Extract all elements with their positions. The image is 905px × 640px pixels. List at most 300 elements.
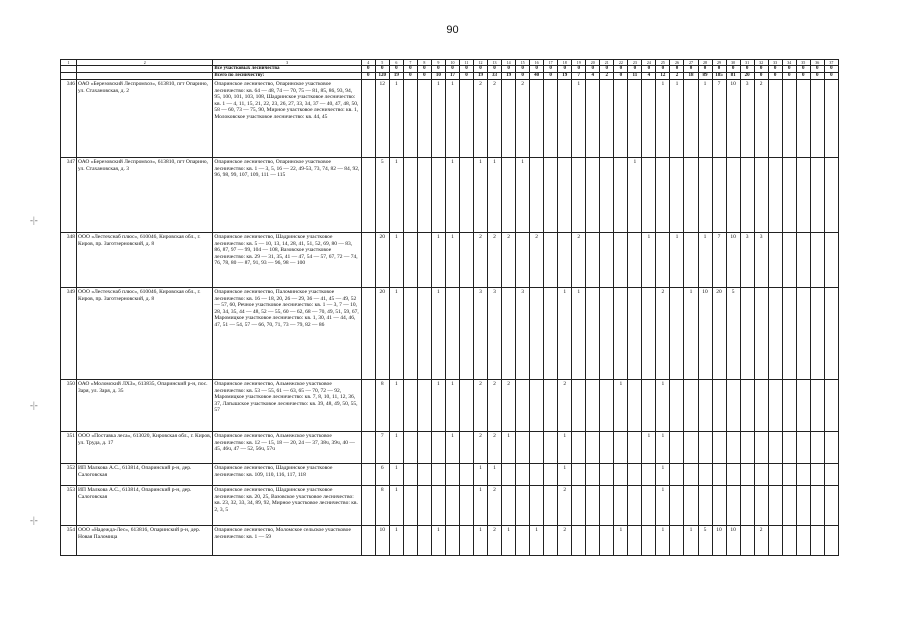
value-cell: [824, 288, 838, 380]
value-cell: [726, 380, 740, 432]
value-cell: 1: [614, 380, 628, 432]
value-cell: 1: [614, 526, 628, 556]
value-cell: 6: [375, 464, 389, 486]
value-cell: [544, 233, 558, 288]
totals-value-cell: 0: [656, 66, 670, 73]
value-cell: [614, 233, 628, 288]
value-cell: [810, 526, 824, 556]
value-cell: [740, 432, 754, 464]
table-row: [61, 526, 839, 556]
value-cell: [558, 233, 572, 288]
value-cell: [417, 80, 431, 158]
value-cell: 3: [488, 288, 502, 380]
value-cell: 1: [572, 80, 586, 158]
column-number-cell: 15: [516, 60, 530, 66]
value-cell: [445, 288, 459, 380]
value-cell: [824, 158, 838, 233]
value-cell: 10: [712, 526, 726, 556]
value-cell: [726, 432, 740, 464]
value-cell: [431, 486, 445, 526]
value-cell: [586, 432, 600, 464]
value-cell: [810, 432, 824, 464]
value-cell: [810, 288, 824, 380]
value-cell: 1: [474, 464, 488, 486]
empty-cell: [61, 66, 77, 73]
value-cell: 7: [375, 432, 389, 464]
value-cell: [502, 158, 516, 233]
value-cell: [600, 380, 614, 432]
value-cell: [796, 486, 810, 526]
value-cell: [810, 233, 824, 288]
value-cell: 1: [389, 486, 403, 526]
row-number: 348: [61, 233, 77, 288]
value-cell: [768, 158, 782, 233]
value-cell: [459, 432, 473, 464]
value-cell: [810, 464, 824, 486]
totals-label: Все участковых лесничества: [213, 66, 361, 73]
totals-value-cell: 81: [726, 73, 740, 80]
totals-value-cell: 0: [488, 66, 502, 73]
value-cell: 2: [754, 526, 768, 556]
value-cell: [670, 486, 684, 526]
value-cell: 2: [502, 380, 516, 432]
value-cell: [628, 432, 642, 464]
value-cell: [782, 486, 796, 526]
value-cell: [572, 486, 586, 526]
value-cell: [403, 288, 417, 380]
value-cell: 1: [445, 158, 459, 233]
value-cell: [417, 464, 431, 486]
value-cell: 2: [488, 526, 502, 556]
row-number: 351: [61, 432, 77, 464]
value-cell: [502, 464, 516, 486]
value-cell: 10: [375, 526, 389, 556]
column-number-cell: 24: [642, 60, 656, 66]
value-cell: [810, 158, 824, 233]
value-cell: [656, 158, 670, 233]
value-cell: [796, 464, 810, 486]
totals-value-cell: 10: [431, 73, 445, 80]
value-cell: 1: [389, 432, 403, 464]
value-cell: 10: [726, 526, 740, 556]
value-cell: [670, 526, 684, 556]
organization-cell: ИП Малкова А.С., 613814, Опаринский р-н, дер. Салоговская: [77, 464, 213, 486]
value-cell: 1: [389, 233, 403, 288]
value-cell: 1: [642, 233, 656, 288]
value-cell: 1: [656, 80, 670, 158]
value-cell: [516, 464, 530, 486]
value-cell: [431, 158, 445, 233]
totals-value-cell: 0: [403, 73, 417, 80]
value-cell: 1: [474, 486, 488, 526]
value-cell: [642, 380, 656, 432]
totals-value-cell: 17: [445, 73, 459, 80]
value-cell: [642, 288, 656, 380]
value-cell: [417, 486, 431, 526]
value-cell: 1: [670, 233, 684, 288]
value-cell: [796, 432, 810, 464]
value-cell: [824, 380, 838, 432]
totals-value-cell: 0: [502, 66, 516, 73]
value-cell: [628, 233, 642, 288]
value-cell: [698, 432, 712, 464]
totals-value-cell: 0: [824, 73, 838, 80]
totals-value-cell: 0: [824, 66, 838, 73]
totals-value-cell: 0: [375, 66, 389, 73]
column-number-cell: 17: [544, 60, 558, 66]
value-cell: [403, 526, 417, 556]
totals-label: Всего по лесничеству:: [213, 73, 361, 80]
value-cell: [544, 526, 558, 556]
value-cell: [796, 288, 810, 380]
value-cell: 1: [431, 526, 445, 556]
value-cell: 1: [656, 526, 670, 556]
value-cell: 1: [389, 80, 403, 158]
value-cell: [740, 464, 754, 486]
value-cell: 20: [375, 233, 389, 288]
value-cell: [670, 158, 684, 233]
value-cell: [670, 288, 684, 380]
column-number-cell: 7: [403, 60, 417, 66]
value-cell: [600, 80, 614, 158]
value-cell: [544, 432, 558, 464]
totals-value-cell: 0: [417, 66, 431, 73]
value-cell: 1: [445, 380, 459, 432]
forest-area-cell: Опаринское лесничество, Моломское сельское участковое лесничество: кв. 1 — 59: [213, 526, 361, 556]
forest-area-cell: Опаринское лесничество, Опаринское участковое лесничество: кв. 1 — 3, 5, 16 — 22, 49-53, 73, 74, 82 — 84, 92, 96, 98, 99, 107, 109, 111 — 115: [213, 158, 361, 233]
value-cell: [782, 380, 796, 432]
value-cell: 2: [488, 233, 502, 288]
value-cell: [824, 486, 838, 526]
value-cell: [810, 380, 824, 432]
value-cell: [361, 80, 375, 158]
value-cell: [768, 380, 782, 432]
totals-value-cell: 0: [431, 66, 445, 73]
value-cell: [544, 288, 558, 380]
organization-cell: ОАО «Моломский ЛХЗ», 613835, Опаринский р-н, пос. Заря, ул. Заря, д. 35: [77, 380, 213, 432]
totals-value-cell: 0: [558, 66, 572, 73]
value-cell: [782, 526, 796, 556]
forest-area-cell: Опаринское лесничество, Паломинское участковое лесничество: кв. 16 — 18, 20, 26 — 29, 36 — 41, 45 — 49, 52 — 57, 60, Речное участковое лесничество: кв. 1 — 3, 7 — 10, 28, 34, 35, 44 — 48, 52 — 55, 60 — 62, 68 — 70, 49, 51, 59, 67, Маромицкое участковое лесничество: кв. 1, 30, 41 — 44, 46, 47, 51 — 54, 57 — 66, 70, 71, 73 — 79, 82 — 86: [213, 288, 361, 380]
value-cell: 10: [726, 80, 740, 158]
column-number-cell: 25: [656, 60, 670, 66]
value-cell: 1: [488, 464, 502, 486]
value-cell: 1: [445, 80, 459, 158]
totals-value-cell: 0: [754, 66, 768, 73]
totals-value-cell: 120: [375, 73, 389, 80]
value-cell: [712, 158, 726, 233]
value-cell: [586, 380, 600, 432]
totals-value-cell: 19: [502, 73, 516, 80]
value-cell: 1: [502, 526, 516, 556]
value-cell: [586, 80, 600, 158]
organization-cell: ООО «Поставка леса», 613020, Кировская обл., г. Киров, ул. Труда, д. 17: [77, 432, 213, 464]
value-cell: [572, 380, 586, 432]
value-cell: 1: [628, 158, 642, 233]
column-number-cell: 2: [77, 60, 213, 66]
value-cell: 20: [712, 288, 726, 380]
totals-value-cell: 19: [558, 73, 572, 80]
value-cell: [824, 80, 838, 158]
organization-cell: ООО «Надежда-Лес», 613816, Опаринский р-н, дер. Новая Паломица: [77, 526, 213, 556]
value-cell: [740, 486, 754, 526]
totals-value-cell: 0: [361, 73, 375, 80]
column-number-cell: 23: [628, 60, 642, 66]
column-number-cell: 10: [445, 60, 459, 66]
totals-value-cell: 0: [614, 66, 628, 73]
totals-value-cell: 0: [628, 66, 642, 73]
value-cell: [459, 233, 473, 288]
value-cell: [403, 380, 417, 432]
organization-cell: ООО «Лестехснаб плюс», 610046, Кировская обл., г. Киров, пр. Заготзерновский, д. 8: [77, 233, 213, 288]
value-cell: 1: [445, 233, 459, 288]
margin-mark: -|-: [30, 215, 38, 225]
column-number-cell: 9: [431, 60, 445, 66]
value-cell: 1: [530, 526, 544, 556]
value-cell: [642, 486, 656, 526]
value-cell: [754, 464, 768, 486]
value-cell: 1: [431, 233, 445, 288]
value-cell: [530, 486, 544, 526]
value-cell: [824, 233, 838, 288]
value-cell: [628, 288, 642, 380]
value-cell: 2: [558, 380, 572, 432]
value-cell: [586, 486, 600, 526]
value-cell: 1: [558, 464, 572, 486]
value-cell: [810, 80, 824, 158]
value-cell: 2: [488, 486, 502, 526]
value-cell: 1: [389, 288, 403, 380]
value-cell: [810, 486, 824, 526]
value-cell: [361, 486, 375, 526]
forest-area-cell: Опаринское лесничество, Альмежское участковое лесничество: кв. 12 — 15, 18 — 20, 24 — 37, 38ч, 39ч, 40 — 45, 46ч, 47 — 52, 56ч, 57ч: [213, 432, 361, 464]
column-number-cell: 29: [712, 60, 726, 66]
value-cell: [544, 486, 558, 526]
totals-value-cell: 0: [726, 66, 740, 73]
margin-mark: -|-: [30, 515, 38, 525]
value-cell: 7: [712, 80, 726, 158]
column-number-cell: 36: [810, 60, 824, 66]
value-cell: 2: [502, 233, 516, 288]
value-cell: [516, 486, 530, 526]
value-cell: [361, 158, 375, 233]
value-cell: [502, 80, 516, 158]
value-cell: [824, 432, 838, 464]
table-row: [61, 288, 839, 380]
value-cell: [796, 80, 810, 158]
value-cell: [600, 526, 614, 556]
value-cell: [726, 486, 740, 526]
totals-value-cell: 0: [754, 73, 768, 80]
forest-area-cell: Опаринское лесничество, Опаринское участковое лесничество: кв. 64 — 48, 74 — 70, 75 — 81, 85, 86, 93, 94, 95, 100, 101, 103, 108, Шадринское участковое лесничество: кв. 1 — 4, 11, 15, 21, 22, 23, 26, 27, 33, 34, 37 — 40, 47, 48, 50, 58 — 60, 73 — 75, 90, Мирное участковое лесничество: кв. 1, Молоковское участковое лесничество: кв. 44, 45: [213, 80, 361, 158]
column-number-cell: 28: [698, 60, 712, 66]
value-cell: [403, 464, 417, 486]
row-number: 350: [61, 380, 77, 432]
table-row: [61, 158, 839, 233]
value-cell: [445, 486, 459, 526]
totals-value-cell: 0: [516, 73, 530, 80]
value-cell: [726, 158, 740, 233]
value-cell: [417, 380, 431, 432]
value-cell: 8: [375, 380, 389, 432]
value-cell: [768, 288, 782, 380]
value-cell: [516, 233, 530, 288]
value-cell: 12: [375, 80, 389, 158]
value-cell: [754, 288, 768, 380]
column-number-cell: 11: [459, 60, 473, 66]
totals-value-cell: 0: [684, 66, 698, 73]
value-cell: 1: [572, 288, 586, 380]
value-cell: [403, 233, 417, 288]
value-cell: [600, 158, 614, 233]
column-number-cell: 8: [417, 60, 431, 66]
margin-mark: -|-: [30, 400, 38, 410]
value-cell: [768, 233, 782, 288]
column-number-cell: 34: [782, 60, 796, 66]
row-number: 347: [61, 158, 77, 233]
column-number-cell: 35: [796, 60, 810, 66]
totals-value-cell: 0: [516, 66, 530, 73]
totals-value-cell: 12: [656, 73, 670, 80]
value-cell: [544, 380, 558, 432]
value-cell: [782, 288, 796, 380]
totals-value-cell: 11: [628, 73, 642, 80]
value-cell: [684, 80, 698, 158]
value-cell: [726, 464, 740, 486]
totals-value-cell: 0: [782, 66, 796, 73]
value-cell: [698, 464, 712, 486]
totals-value-cell: 0: [712, 66, 726, 73]
value-cell: [614, 486, 628, 526]
value-cell: [670, 432, 684, 464]
value-cell: [628, 486, 642, 526]
column-number-cell: 27: [684, 60, 698, 66]
totals-value-cell: 0: [530, 66, 544, 73]
value-cell: 3: [754, 233, 768, 288]
totals-value-cell: 7: [572, 73, 586, 80]
value-cell: [642, 464, 656, 486]
totals-value-cell: 185: [712, 73, 726, 80]
value-cell: [684, 486, 698, 526]
totals-value-cell: 0: [544, 73, 558, 80]
totals-value-cell: 40: [530, 73, 544, 80]
value-cell: [572, 432, 586, 464]
value-cell: [782, 464, 796, 486]
value-cell: 1: [389, 526, 403, 556]
column-number-cell: 18: [558, 60, 572, 66]
column-number-cell: 1: [61, 60, 77, 66]
value-cell: [600, 233, 614, 288]
value-cell: [361, 380, 375, 432]
value-cell: [712, 380, 726, 432]
value-cell: [417, 432, 431, 464]
value-cell: [754, 380, 768, 432]
value-cell: [530, 288, 544, 380]
value-cell: [614, 464, 628, 486]
column-number-cell: 13: [488, 60, 502, 66]
value-cell: 1: [656, 486, 670, 526]
value-cell: 10: [726, 233, 740, 288]
value-cell: [768, 526, 782, 556]
totals-value-cell: 2: [670, 73, 684, 80]
value-cell: [403, 80, 417, 158]
value-cell: [782, 233, 796, 288]
value-cell: 2: [474, 432, 488, 464]
value-cell: 2: [474, 80, 488, 158]
empty-cell: [61, 73, 77, 80]
value-cell: [782, 158, 796, 233]
totals-value-cell: 0: [459, 66, 473, 73]
value-cell: [684, 464, 698, 486]
value-cell: [586, 526, 600, 556]
value-cell: [558, 158, 572, 233]
column-number-cell: 33: [768, 60, 782, 66]
table-row: [61, 80, 839, 158]
value-cell: 2: [516, 80, 530, 158]
value-cell: [459, 288, 473, 380]
column-number-cell: 31: [740, 60, 754, 66]
value-cell: [459, 464, 473, 486]
value-cell: [459, 158, 473, 233]
totals-value-cell: 0: [417, 73, 431, 80]
value-cell: [796, 233, 810, 288]
value-cell: [361, 432, 375, 464]
totals-value-cell: 0: [810, 73, 824, 80]
value-cell: [558, 80, 572, 158]
value-cell: [642, 158, 656, 233]
value-cell: 1: [684, 288, 698, 380]
value-cell: [431, 464, 445, 486]
value-cell: 1: [474, 158, 488, 233]
value-cell: [544, 158, 558, 233]
value-cell: 1: [558, 288, 572, 380]
value-cell: 1: [698, 233, 712, 288]
value-cell: 5: [375, 158, 389, 233]
table-row: [61, 486, 839, 526]
totals-value-cell: 2: [600, 73, 614, 80]
column-number-cell: 3: [213, 60, 361, 66]
value-cell: [403, 158, 417, 233]
value-cell: [670, 380, 684, 432]
value-cell: [796, 380, 810, 432]
value-cell: 1: [389, 158, 403, 233]
value-cell: [684, 158, 698, 233]
value-cell: 1: [642, 432, 656, 464]
value-cell: 2: [656, 288, 670, 380]
value-cell: [459, 80, 473, 158]
value-cell: [530, 464, 544, 486]
value-cell: 5: [726, 288, 740, 380]
column-number-cell: 26: [670, 60, 684, 66]
value-cell: [824, 526, 838, 556]
value-cell: [417, 233, 431, 288]
value-cell: [502, 288, 516, 380]
value-cell: [572, 158, 586, 233]
value-cell: [768, 432, 782, 464]
value-cell: [628, 380, 642, 432]
value-cell: [740, 288, 754, 380]
column-number-cell: 20: [586, 60, 600, 66]
value-cell: 2: [474, 233, 488, 288]
value-cell: [614, 288, 628, 380]
value-cell: [530, 80, 544, 158]
value-cell: 1: [656, 432, 670, 464]
value-cell: 1: [389, 464, 403, 486]
totals-value-cell: 0: [361, 66, 375, 73]
totals-value-cell: 0: [768, 73, 782, 80]
value-cell: [586, 464, 600, 486]
totals-value-cell: 33: [488, 73, 502, 80]
